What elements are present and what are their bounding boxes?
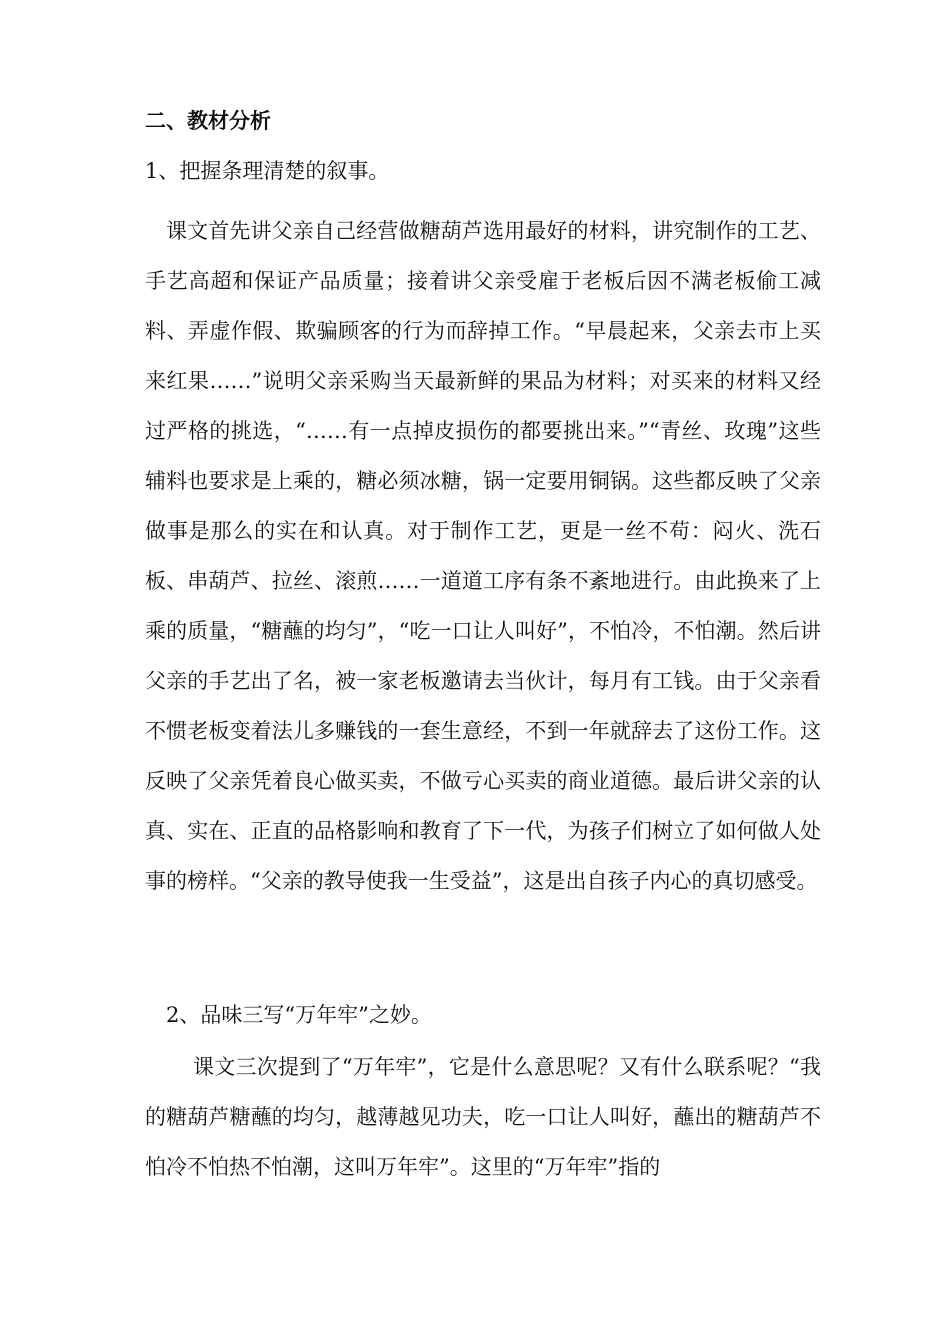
subsection-1-title: 1、把握条理清楚的叙事。	[145, 159, 390, 183]
section-heading: 二、教材分析	[145, 108, 271, 133]
subsection-1-paragraph: 课文首先讲父亲自己经营做糖葫芦选用最好的材料，讲究制作的工艺、手艺高超和保证产品质量；接着讲父亲受雇于老板后因不满老板偷工减料、弄虚作假、欺骗顾客的行为而辞掉工作。“早晨起来，父亲去市上买来红果……”说明父亲采购当天最新鲜的果品为材料；对买来的材料又经过严格的挑选，“……有一点掉皮损伤的都要挑出来。”“青丝、玫瑰”这些辅料也要求是上乘的，糖必须冰糖，锅一定要用铜锅。这些都反映了父亲做事是那么的实在和认真。对于制作工艺，更是一丝不苟：闷火、洗石板、串葫芦、拉丝、滚煎……一道道工序有条不紊地进行。由此换来了上乘的质量，“糖蘸的均匀”，“吃一口让人叫好”，不怕冷，不怕潮。然后讲父亲的手艺出了名，被一家老板邀请去当伙计，每月有工钱。由于父亲看不惯老板变着法儿多赚钱的一套生意经，不到一年就辞去了这份工作。这反映了父亲凭着良心做买卖，不做亏心买卖的商业道德。最后讲父亲的认真、实在、正直的品格影响和教育了下一代，为孩子们树立了如何做人处事的榜样。“父亲的教导使我一生受益”，这是出自孩子内心的真切感受。	[145, 219, 821, 893]
subsection-2-paragraph: 课文三次提到了“万年牢”，它是什么意思呢？又有什么联系呢？“我的糖葫芦糖蘸的均匀，越薄越见功夫，吃一口让人叫好，蘸出的糖葫芦不怕冷不怕热不怕潮，这叫万年牢”。这里的“万年牢”指的	[145, 1055, 821, 1179]
subsection-2-title: 2、品味三写“万年牢”之妙。	[166, 1003, 432, 1027]
